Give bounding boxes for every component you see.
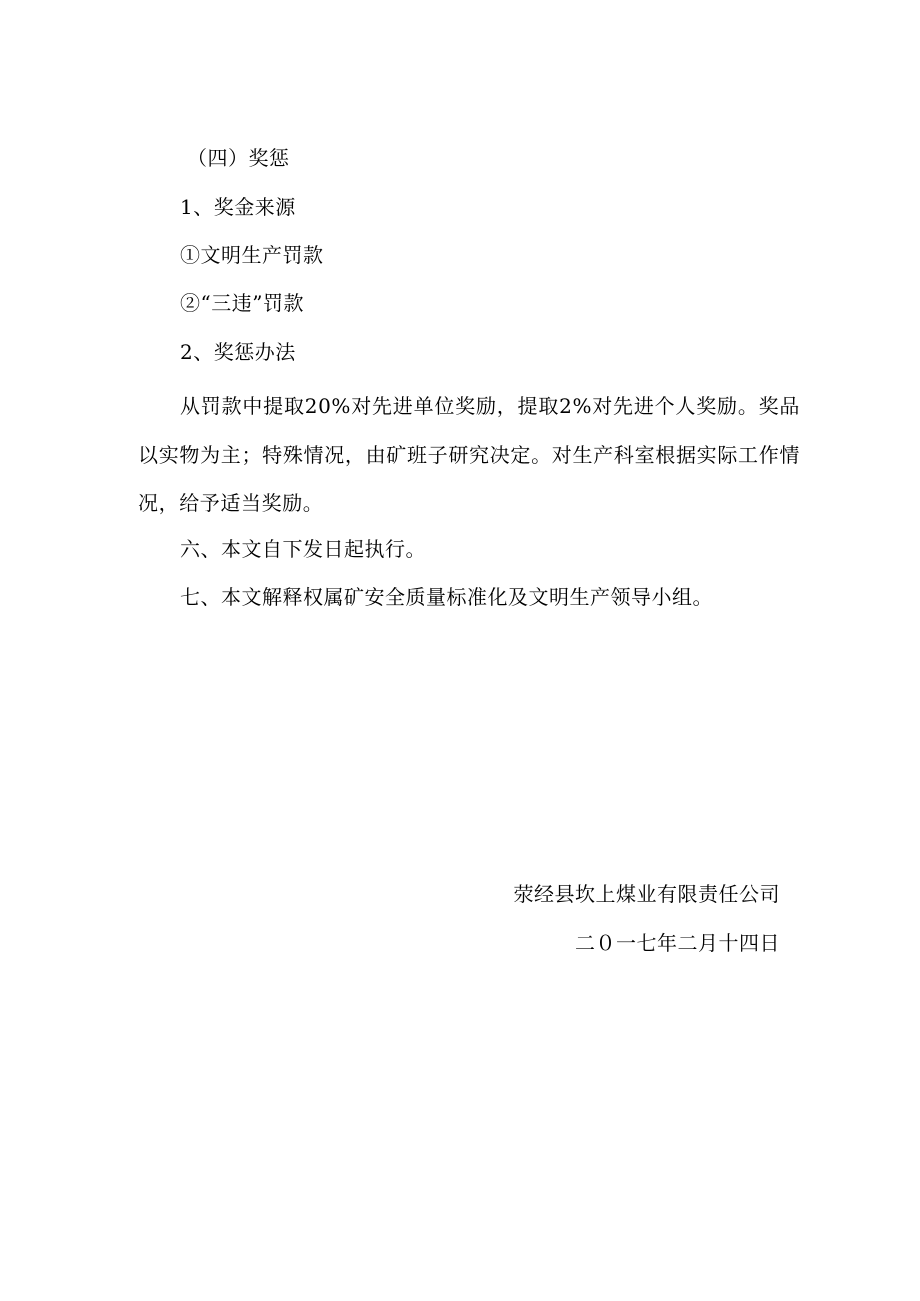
item-1-subitem-a: ①文明生产罚款 (180, 243, 324, 267)
section-heading: （四）奖惩 (187, 146, 290, 170)
item-2-heading: 2、奖惩办法 (180, 340, 296, 364)
clause-6: 六、本文自下发日起执行。 (180, 537, 426, 561)
item-1-subitem-b: ②“三违”罚款 (180, 291, 304, 315)
item-1-heading: 1、奖金来源 (180, 195, 296, 219)
item-2-paragraph: 从罚款中提取20%对先进单位奖励，提取2%对先进个人奖励。奖品以实物为主；特殊情况，由矿班子研究决定。对生产科室根据实际工作情况，给予适当奖励。 (138, 394, 800, 515)
signature-company: 荥经县坎上煤业有限责任公司 (513, 882, 780, 906)
signature-date: 二０一七年二月十四日 (575, 931, 780, 955)
clause-7: 七、本文解释权属矿安全质量标准化及文明生产领导小组。 (180, 585, 713, 609)
